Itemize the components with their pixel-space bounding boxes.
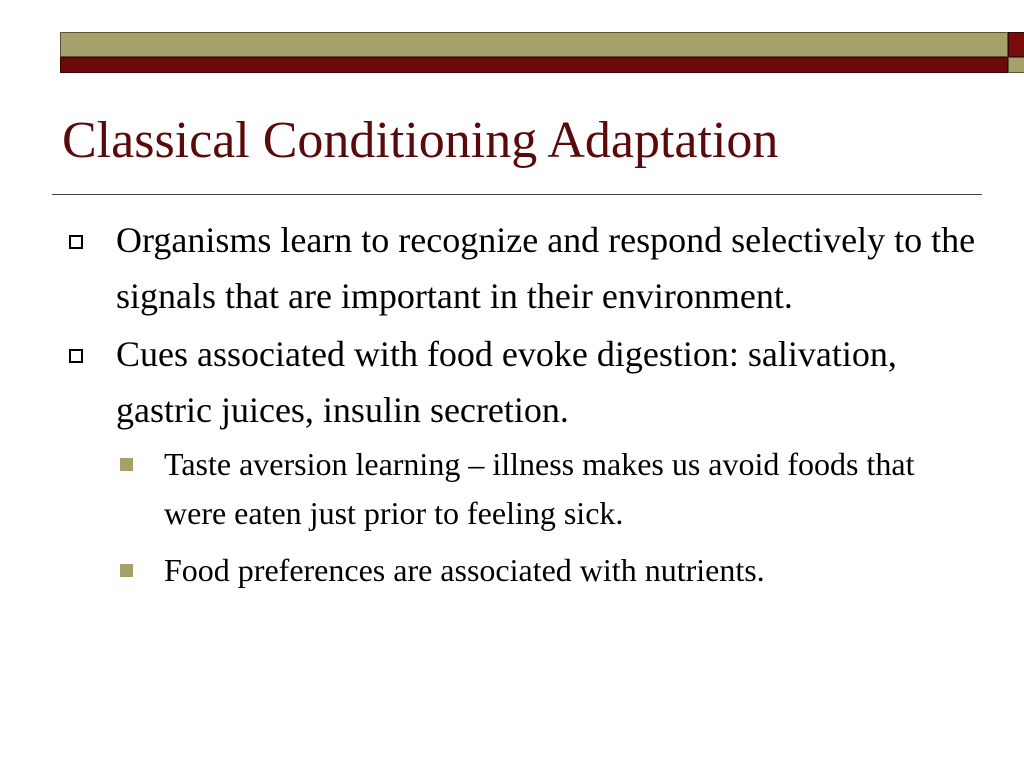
bullet-text: Organisms learn to recognize and respond selectively to the signals that are important in their environment.	[116, 220, 976, 316]
title-divider	[52, 194, 982, 195]
sub-bullet-text: Food preferences are associated with nutrients.	[164, 552, 765, 588]
slide-body	[60, 212, 980, 603]
header-band-maroon	[60, 57, 1008, 73]
header-decoration	[30, 16, 978, 57]
filled-square-icon	[120, 458, 133, 471]
bullet-text: Cues associated with food evoke digestion: salivation, gastric juices, insulin secretion.	[116, 334, 897, 430]
sub-bullet-text: Taste aversion learning – illness makes us avoid foods that were eaten just prior to feeling sick.	[164, 446, 915, 531]
header-corner-olive	[1008, 57, 1024, 73]
bullet-item	[60, 212, 980, 324]
slide-title: Classical Conditioning Adaptation	[62, 112, 779, 169]
hollow-square-icon	[69, 349, 83, 363]
sub-bullet-list	[60, 440, 980, 595]
bullet-item	[60, 326, 980, 438]
sub-bullet-item	[60, 440, 980, 538]
header-band-olive	[60, 32, 1008, 57]
filled-square-icon	[120, 564, 133, 577]
sub-bullet-item	[60, 546, 980, 595]
header-corner-maroon	[1008, 32, 1024, 57]
hollow-square-icon	[69, 235, 83, 249]
